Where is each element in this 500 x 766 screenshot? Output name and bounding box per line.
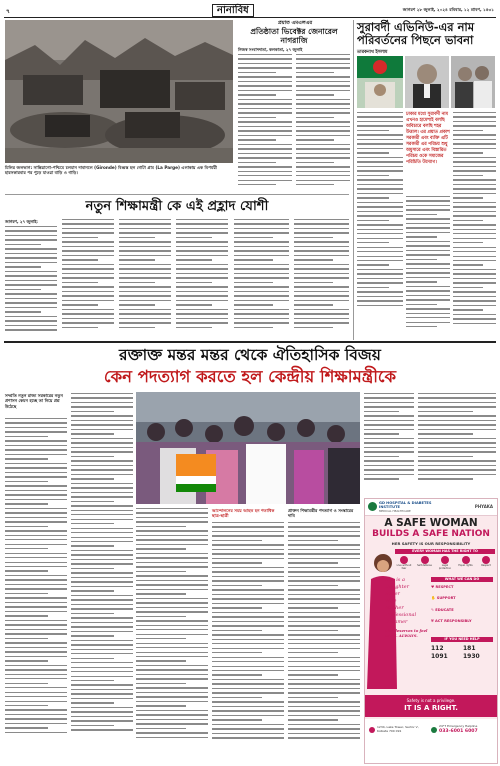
- avenue-byline: তারকনাথ ইসলাম: [357, 50, 388, 55]
- ad-contact-bar: [365, 719, 497, 763]
- avenue-intro: [357, 112, 403, 312]
- avenue-headline: সুরাবর্দী এভিনিউ-এর নাম পরিবর্তনের পিছনে ভাবনা: [357, 20, 475, 47]
- avenue-photo-middle: [405, 56, 449, 108]
- hero-line: Professional: [385, 612, 417, 618]
- victory-headline-1: রক্তাক্ত মন্তর মন্তর থেকে ঐতিহাসিক বিজয়: [119, 346, 381, 364]
- victory-col2: [71, 393, 133, 763]
- victory-bullet-1: সম্প্রতি নতুন রাজ্য সরকারের নতুন প্রশাসন কেমন হচ্ছে তা নিয়ে প্রশ্ন উঠেছে: [5, 393, 63, 409]
- ad-subhead: HER SAFETY IS OUR RESPONSIBILITY: [391, 541, 471, 546]
- minister-col5: [234, 219, 289, 338]
- minister-col4: [176, 219, 228, 338]
- location-icon: [369, 727, 375, 733]
- helpline-number: 1930: [463, 653, 480, 660]
- fire-damage-photo: [5, 20, 233, 163]
- avenue-photo-right: [451, 56, 495, 108]
- book-icon: ✎: [431, 607, 436, 612]
- header-rule: [4, 17, 496, 18]
- ad-headline-1: A SAFE WOMAN: [384, 517, 478, 529]
- victory-col5: [288, 522, 360, 763]
- minister-col2: [62, 219, 114, 338]
- action-item: ✎ EDUCATE: [431, 607, 454, 612]
- ad-footer-tag-2: IT IS A RIGHT.: [404, 704, 458, 712]
- right-item-label: Equal rights: [458, 564, 473, 567]
- right-item-label: Respect: [481, 564, 491, 567]
- victory-col-right-2: [418, 393, 496, 495]
- fire-photo-caption: চিলির জলভাগ: সান্তিয়াগো-পশ্চিমে চলমান দাবানলে (Gironde) বিধ্বস্ত হল গোটা গ্রাম (La Parge) এলাকায় এক বিপর্যয়ী হারসকারবার পর পুড়ে যাওয়া বাড়ি ও গাড়ি।: [5, 165, 217, 176]
- hero-line: Dreamer: [385, 619, 408, 625]
- column-divider: [353, 20, 354, 340]
- flood-body-col1: [238, 54, 292, 186]
- dateline: জাগরণ ২৮ জুলাই, ২০২৪ রবিবার, ১২ শ্রাবণ, ১৪৩১: [402, 7, 494, 12]
- avenue-body-col4: [453, 112, 496, 336]
- heart-icon: ♥: [431, 585, 436, 589]
- minister-headline: নতুন শিক্ষামন্ত্রী কে এই প্রহ্লাদ যোশী: [85, 199, 269, 214]
- ad-actions-title: WHAT WE CAN DO: [431, 577, 493, 582]
- shield-icon: ⛨: [431, 619, 435, 624]
- action-item: ⛨ ACT RESPONSIBLY: [431, 619, 472, 624]
- ad-address: 1234, Lake Tower, Sector V, Kolkata 700 091: [377, 725, 419, 733]
- right-item-label: Self-defense: [417, 564, 432, 567]
- victory-headline-2: কেন পদত্যাগ করতে হল কেন্দ্রীয় শিক্ষামন্ত্রীকে: [103, 367, 397, 386]
- hero-line-bold: She deserves to feel SAFE. ALWAYS.: [385, 628, 428, 638]
- victory-col-right: [364, 393, 414, 495]
- section-title: নানাবিধ: [212, 4, 254, 17]
- minister-col3: [119, 219, 171, 338]
- hero-line: Sister: [385, 591, 400, 597]
- phone-icon: [431, 727, 437, 733]
- helpline-number: 112: [431, 645, 444, 652]
- hero-line: Wife: [385, 598, 397, 604]
- right-item-icon: [395, 556, 413, 572]
- ad-helpline-title: IF YOU NEED HELP: [431, 637, 493, 642]
- victory-top-rule: [4, 341, 496, 343]
- hero-line: Mother: [385, 605, 404, 611]
- ad-actions-list: [431, 585, 495, 631]
- hero-line: She is a: [385, 577, 405, 583]
- victory-bullet-2: আন্দোলনের সময় আহত হন শতাধিক ছাত্র-ছাত্রী: [212, 508, 275, 519]
- action-item: ✋ SUPPORT: [431, 596, 456, 601]
- helpline-number: 1091: [431, 653, 448, 660]
- ad-phone: 033-6001 6007: [439, 729, 478, 734]
- helpline-number: 181: [463, 645, 476, 652]
- right-item-icon: [436, 556, 454, 572]
- ad-rights-title: EVERY WOMAN HAS THE RIGHT TO: [395, 549, 495, 554]
- flood-headline: প্রতিষ্ঠাতা ভিবেক্টর জেনারেল নাগরাজি: [250, 27, 338, 45]
- right-item-label: Legal protection: [438, 564, 452, 570]
- action-item: ♥ RESPECT: [431, 585, 454, 589]
- flood-body-col2: [296, 54, 350, 186]
- minister-dateline: জাগরণ, ২৭ জুলাই:: [5, 219, 38, 224]
- minister-col6: [294, 219, 349, 338]
- hero-line: Daughter: [385, 584, 409, 590]
- victory-col1: [5, 418, 67, 763]
- victory-col3: [136, 508, 208, 763]
- right-item-icon: [457, 556, 475, 572]
- minister-top-rule: [5, 194, 349, 195]
- right-item-icon: [477, 556, 495, 572]
- minister-col1: [5, 226, 57, 338]
- ad-footer-banner: [365, 695, 497, 717]
- ad-emergency: 24*7 Emergency Helpline: [439, 724, 478, 728]
- ad-rights-row: [395, 556, 495, 572]
- ad-hospital-tag: MEDICAL HEALTHCARE: [379, 509, 411, 513]
- ad-footer-tag-1: Safety is not a privilege.: [406, 698, 456, 703]
- ad-headline-2: BUILDS A SAFE NATION: [372, 529, 490, 539]
- safe-woman-ad: [364, 498, 498, 764]
- page-number: ৭: [6, 8, 10, 15]
- ad-hero-text: [385, 577, 430, 638]
- victory-col4: [212, 522, 284, 763]
- ad-hospital-name: GD HOSPITAL & DIABETES INSTITUTE: [379, 501, 432, 510]
- flood-kicker: প্রয়াত এমএলএর: [277, 20, 313, 26]
- right-item-icon: [416, 556, 434, 572]
- hand-icon: ✋: [431, 596, 437, 601]
- ad-hospital-bar: [365, 499, 497, 516]
- ad-helplines: [431, 645, 495, 661]
- avenue-body-col3: [406, 196, 450, 336]
- avenue-pullquote: ঢাকার মধ্যে সুরাবর্দী নাম এখনও হামেশাই বলছি অবিচারে বলছি শহর উত্তাল। এর প্রয়াত প্রকাশ সরকারী এবং ব্যক্তি এটি সরকারী এর পরিচয় শুধু অমুসারে এবং বিস্তারিত পরিচয় ওকে সমাজের পরিচিতি উদ্যোগ।: [406, 112, 450, 165]
- flood-byline: নিজস্ব সংবাদদাতা, কলকাতা, ২৭ জুলাই: [238, 47, 303, 52]
- avenue-photo-left: [357, 56, 403, 108]
- protest-photo: [136, 392, 360, 504]
- ad-brand: PHYAKA: [474, 504, 493, 509]
- right-item-label: Live without fear: [396, 564, 412, 570]
- hospital-logo-icon: [368, 502, 377, 511]
- victory-bullet-3: প্রাক্তন শিক্ষামন্ত্রীর পদত্যাগ ও সংস্কারের দাবি: [288, 508, 354, 519]
